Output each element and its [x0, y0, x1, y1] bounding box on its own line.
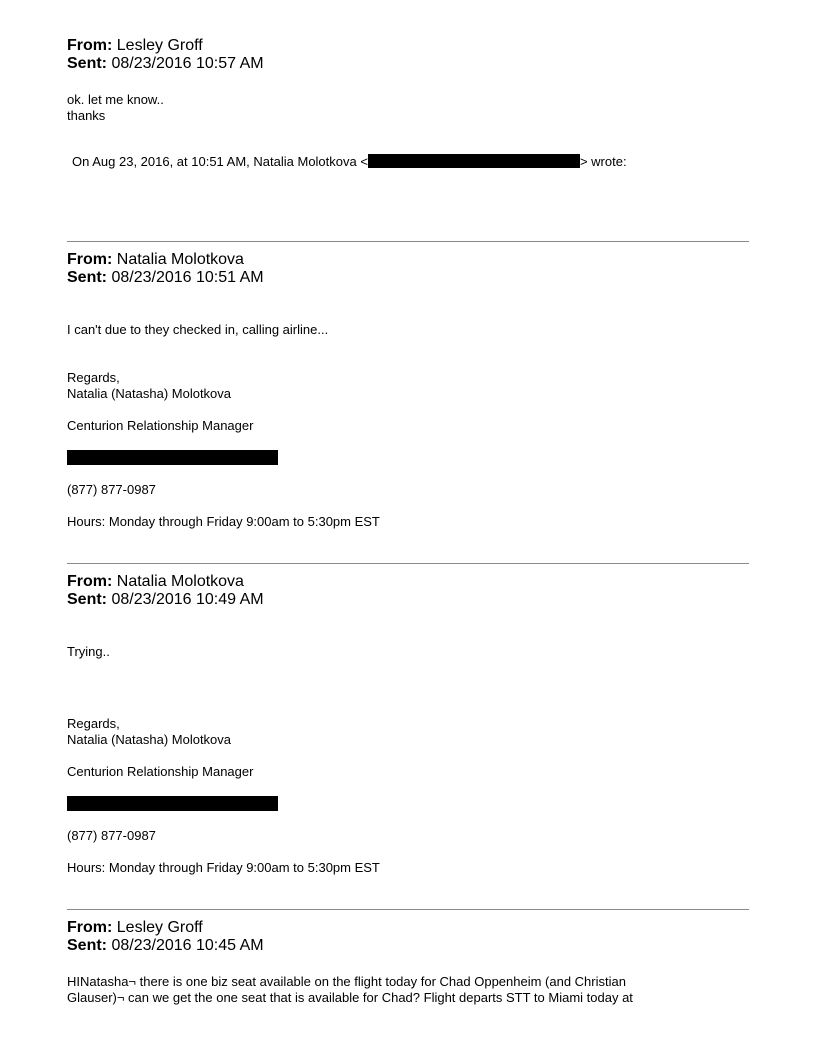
- redacted-email: [368, 154, 580, 168]
- from-label: From:: [67, 251, 113, 268]
- redacted-block: [67, 796, 278, 811]
- signature-name: Natalia (Natasha) Molotkova: [67, 386, 232, 401]
- signature-regards: Regards,: [67, 370, 120, 385]
- message-body-line: ok. let me know..: [67, 92, 164, 107]
- from-line: [67, 573, 244, 591]
- quote-attribution: [72, 154, 627, 170]
- from-label: From:: [67, 573, 113, 590]
- from-line: [67, 251, 244, 269]
- message-divider: [67, 909, 749, 910]
- sender-name: Lesley Groff: [116, 37, 203, 54]
- sender-name: Natalia Molotkova: [116, 251, 244, 268]
- from-line: [67, 919, 203, 937]
- message-body: Trying..: [67, 644, 110, 659]
- sent-timestamp: 08/23/2016 10:45 AM: [111, 937, 264, 954]
- signature-regards: Regards,: [67, 716, 120, 731]
- signature-title: Centurion Relationship Manager: [67, 764, 254, 779]
- sender-name: Natalia Molotkova: [116, 573, 244, 590]
- sent-line: [67, 269, 264, 287]
- quote-suffix: > wrote:: [579, 154, 627, 169]
- sent-label: Sent:: [67, 269, 107, 286]
- sender-name: Lesley Groff: [116, 919, 203, 936]
- message-body-line: Glauser)¬ can we get the one seat that is available for Chad? Flight departs STT to Miami today at: [67, 990, 633, 1005]
- signature-title: Centurion Relationship Manager: [67, 418, 254, 433]
- sent-line: [67, 591, 264, 609]
- message-body: I can't due to they checked in, calling airline...: [67, 322, 329, 337]
- signature-phone: (877) 877-0987: [67, 828, 156, 843]
- sent-label: Sent:: [67, 55, 107, 72]
- message-divider: [67, 241, 749, 242]
- redacted-block: [67, 450, 278, 465]
- sent-timestamp: 08/23/2016 10:51 AM: [111, 269, 264, 286]
- signature-phone: (877) 877-0987: [67, 482, 156, 497]
- sent-line: [67, 55, 264, 73]
- sent-timestamp: 08/23/2016 10:49 AM: [111, 591, 264, 608]
- signature-name: Natalia (Natasha) Molotkova: [67, 732, 232, 747]
- sent-line: [67, 937, 264, 955]
- sent-label: Sent:: [67, 591, 107, 608]
- signature-hours: Hours: Monday through Friday 9:00am to 5:30pm EST: [67, 860, 380, 875]
- message-divider: [67, 563, 749, 564]
- from-label: From:: [67, 37, 113, 54]
- message-body-line: thanks: [67, 108, 106, 123]
- sent-label: Sent:: [67, 937, 107, 954]
- sent-timestamp: 08/23/2016 10:57 AM: [111, 55, 264, 72]
- from-label: From:: [67, 919, 113, 936]
- quote-prefix: On Aug 23, 2016, at 10:51 AM, Natalia Molotkova <: [72, 154, 368, 169]
- from-line: [67, 37, 203, 55]
- signature-hours: Hours: Monday through Friday 9:00am to 5:30pm EST: [67, 514, 380, 529]
- message-body-line: HINatasha¬ there is one biz seat available on the flight today for Chad Oppenheim (and Christian: [67, 974, 626, 989]
